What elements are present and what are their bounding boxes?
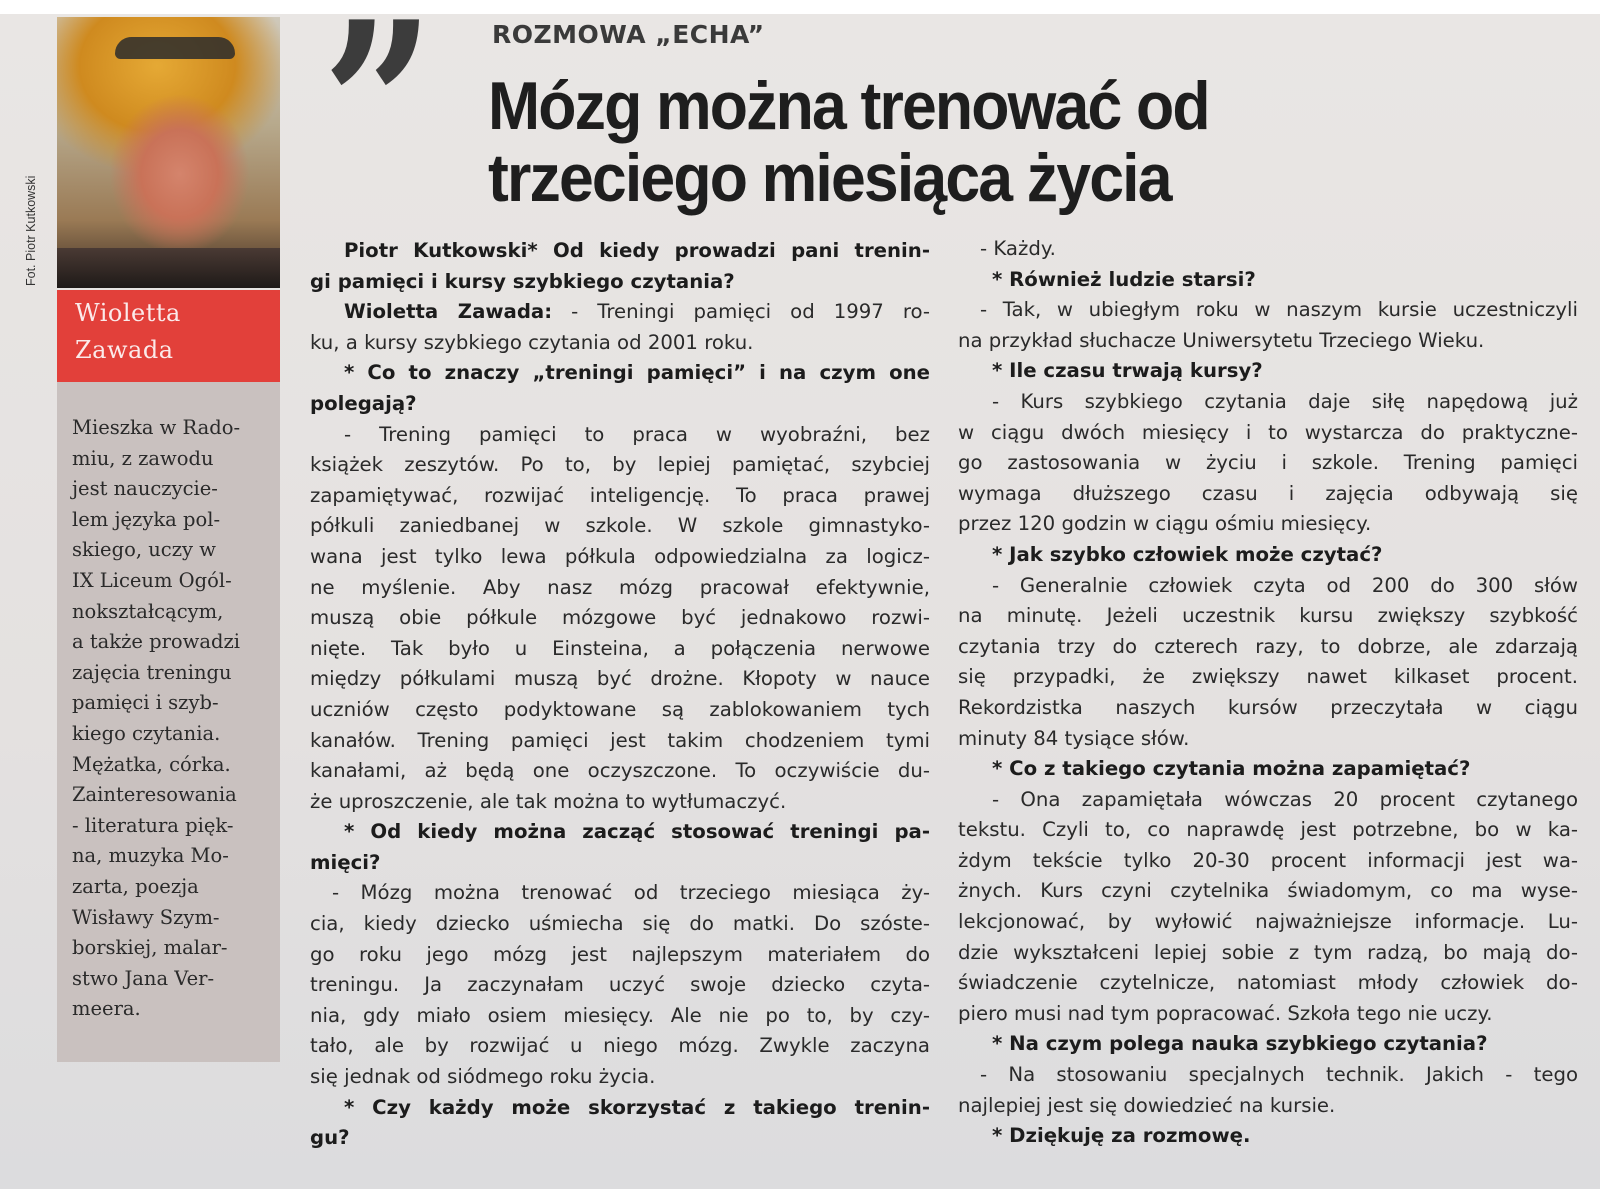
answer-line: między półkulami muszą być drożne. Kłopoty w nauce (310, 667, 930, 691)
question-line: gu? (310, 1126, 350, 1150)
answer-line: żnych. Kurs czyni czytelnika świadomym, co ma wyse- (958, 879, 1578, 903)
question-line: * Co to znaczy „treningi pamięci” i na czym one (344, 361, 930, 385)
answer-line: się przypadki, że zwiększy nawet kilkaset procent. (958, 665, 1578, 689)
bio-line: Zainteresowania (72, 783, 237, 807)
bio-line: kiego czytania. (72, 721, 221, 745)
section-kicker: ROZMOWA „ECHA” (492, 20, 765, 49)
headline-line: Mózg można trenować od (488, 68, 1209, 144)
speaker-name: Wioletta Zawada: (344, 300, 553, 324)
bio-line: stwo Jana Ver- (72, 966, 215, 990)
bio-line: Wisławy Szym- (72, 905, 220, 929)
photo-credit: Fot. Piotr Kutkowski (24, 175, 38, 286)
bio-line: zarta, poezja (72, 874, 199, 898)
answer-line: czytania trzy do czterech razy, to dobrze, ale zdarzają (958, 634, 1578, 658)
bio-line: IX Liceum Ogól- (72, 568, 232, 592)
question-line: * Również ludzie starsi? (992, 267, 1256, 291)
quotation-mark-icon: ” (322, 0, 418, 242)
dark-clothing (57, 248, 280, 288)
answer-line: półkuli zaniedbanej w szkole. W szkole gimnastyko- (310, 514, 930, 538)
answer-line: - Kurs szybkiego czytania daje siłę napędową już (992, 389, 1578, 413)
answer-line: kanałami, aż będą one oczyszczone. To oczywiście du- (310, 759, 930, 783)
bio-line: skiego, uczy w (72, 538, 216, 562)
answer-line: wymaga dłuższego czasu i zajęcia odbywają się (958, 481, 1578, 505)
answer-line: treningu. Ja zaczynałam uczyć swoje dziecko czyta- (310, 973, 930, 997)
bio-line: lem języka pol- (72, 507, 221, 531)
bio-line: - literatura pięk- (72, 813, 234, 837)
question-line: * Od kiedy można zacząć stosować treningi pa- (344, 820, 930, 844)
answer-line: na minutę. Jeżeli uczestnik kursu zwiększy szybkość (958, 604, 1578, 628)
answer-line: najlepiej jest się dowiedzieć na kursie. (958, 1093, 1336, 1117)
answer-line: - Trening pamięci to praca w wyobraźni, bez (344, 422, 930, 446)
answer-line: - Na stosowaniu specjalnych technik. Jakich - tego (980, 1063, 1578, 1087)
answer-line: tało, ale by rozwijać u niego mózg. Zwykle zaczyna (310, 1034, 930, 1058)
answer-line: Wioletta Zawada: - Treningi pamięci od 1997 ro- (344, 300, 930, 324)
question-line: Piotr Kutkowski* Od kiedy prowadzi pani trenin- (344, 239, 930, 262)
question-line: * Jak szybko człowiek może czytać? (992, 542, 1383, 566)
answer-line: lekcjonować, by wyłowić najważniejsze informacje. Lu- (958, 910, 1578, 934)
bio-line: miu, z zawodu (72, 446, 214, 470)
answer-line: go zastosowania w życiu i szkole. Trening pamięci (958, 451, 1578, 475)
answer-line: nięte. Tak było u Einsteina, a połączenia nerwowe (310, 636, 930, 660)
answer-line: świadczenie czytelnicze, natomiast młody człowiek do- (958, 971, 1578, 995)
answer-line: tekstu. Czyli to, co naprawdę jest potrzebne, bo w ka- (958, 818, 1578, 842)
answer-line: uczniów często podyktowane są zablokowaniem tych (310, 697, 930, 721)
bio-line: Mieszka w Rado- (72, 416, 241, 439)
answer-line: minuty 84 tysiące słów. (958, 726, 1190, 750)
bio-line: nokształcącym, (72, 599, 224, 623)
sunglasses-on-head (115, 37, 235, 59)
answer-line: - Mózg można trenować od trzeciego miesiąca ży- (332, 881, 930, 905)
bio-text (72, 413, 258, 1025)
answer-line: kanałów. Trening pamięci jest takim chodzeniem tymi (310, 728, 930, 752)
answer-line: się jednak od siódmego roku życia. (310, 1065, 656, 1089)
answer-line: nia, gdy miało osiem miesięcy. Ale nie po to, by czy- (310, 1003, 930, 1027)
question-line: * Dziękuję za rozmowę. (992, 1124, 1251, 1148)
answer-line: wana jest tylko lewa półkula odpowiedzialna za logicz- (310, 544, 930, 568)
answer-line: - Generalnie człowiek czyta od 200 do 300 słów (992, 573, 1578, 597)
answer-line: - Ona zapamiętała wówczas 20 procent czytanego (992, 787, 1578, 811)
question-line: polegają? (310, 391, 417, 415)
answer-line: zapamiętywać, rozwijać inteligencję. To praca prawej (310, 483, 930, 507)
answer-line: żdym tekście tylko 20-30 procent informacji jest wa- (958, 848, 1578, 872)
question-line: mięci? (310, 850, 381, 874)
bio-line: Mężatka, córka. (72, 752, 231, 776)
answer-line: - Tak, w ubiegłym roku w naszym kursie uczestniczyli (980, 298, 1578, 322)
bio-line: zajęcia treningu (72, 660, 232, 684)
person-name-box (57, 290, 280, 382)
bio-line: jest nauczycie- (72, 477, 218, 501)
answer-line: na przykład słuchacze Uniwersytetu Trzeciego Wieku. (958, 328, 1485, 352)
answer-line: książek zeszytów. Po to, by lepiej pamiętać, szybciej (310, 453, 930, 477)
answer-line: Rekordzistka naszych kursów przeczytała w ciągu (958, 695, 1578, 719)
answer-line: - Każdy. (980, 237, 1056, 260)
answer-line: cia, kiedy dziecko uśmiecha się do matki. Do szóste- (310, 912, 930, 936)
bio-line: borskiej, malar- (72, 936, 228, 960)
answer-line: muszą obie półkule mózgowe być jednakowo rozwi- (310, 606, 930, 630)
bio-line: na, muzyka Mo- (72, 844, 229, 868)
person-first-name: Wioletta (75, 299, 181, 327)
question-line: * Ile czasu trwają kursy? (992, 359, 1263, 383)
answer-line: go roku jego mózg jest najlepszym materiałem do (310, 942, 930, 966)
article-column-right (958, 234, 1578, 1152)
person-last-name: Zawada (75, 336, 174, 364)
question-line: * Co z takiego czytania można zapamiętać? (992, 757, 1471, 781)
question-line: * Czy każdy może skorzystać z takiego trenin- (344, 1095, 930, 1119)
headline (488, 70, 1408, 214)
answer-line: ne myślenie. Aby nasz mózg pracował efektywnie, (310, 575, 930, 599)
answer-line: piero musi nad tym popracować. Szkoła tego nie uczy. (958, 1001, 1493, 1025)
question-line: gi pamięci i kursy szybkiego czytania? (310, 269, 735, 293)
answer-line: że uproszczenie, ale tak można to wytłumaczyć. (310, 789, 787, 813)
bio-line: pamięci i szyb- (72, 691, 219, 715)
answer-line: przez 120 godzin w ciągu ośmiu miesięcy. (958, 512, 1372, 536)
answer-line: w ciągu dwóch miesięcy i to wystarcza do praktyczne- (958, 420, 1578, 444)
article-column-left (310, 236, 930, 1154)
answer-line: dzie wykształceni lepiej sobie z tym radzą, bo mają do- (958, 940, 1578, 964)
answer-line: ku, a kursy szybkiego czytania od 2001 roku. (310, 330, 754, 354)
headline-line: trzeciego miesiąca życia (488, 140, 1171, 216)
bio-line: meera. (72, 997, 141, 1021)
bio-line: a także prowadzi (72, 630, 240, 654)
portrait-photo (57, 17, 280, 288)
question-line: * Na czym polega nauka szybkiego czytania? (992, 1032, 1488, 1056)
